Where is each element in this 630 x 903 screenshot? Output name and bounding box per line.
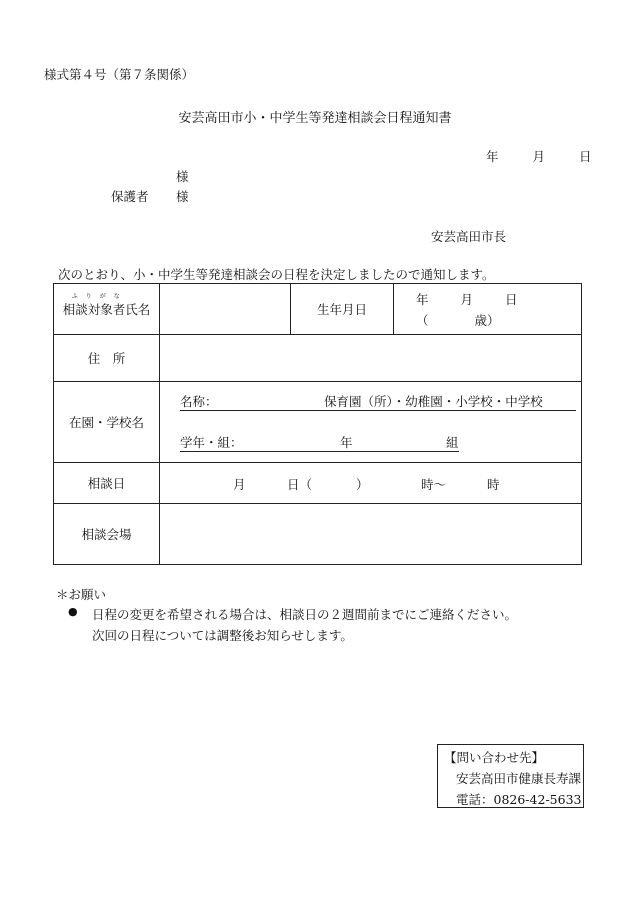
birth-month: 月	[460, 292, 474, 307]
note-line-1: 日程の変更を希望される場合は、相談日の２週間前までにご連絡ください。	[92, 607, 518, 622]
furigana-char: が	[99, 293, 106, 300]
consult-weekday-close: ）	[356, 477, 369, 492]
intro-text: 次のとおり、小・中学生等発達相談会の日程を決定しましたので通知します。	[58, 267, 495, 282]
addressee-honorific: 様	[176, 169, 189, 184]
furigana-char: な	[113, 293, 120, 300]
note-line-2: 次回の日程については調整後お知らせします。	[92, 628, 353, 643]
birth-field[interactable]	[394, 284, 582, 335]
table-row-name	[54, 284, 582, 335]
contact-box	[437, 744, 584, 808]
consult-month: 月	[233, 477, 246, 492]
name-label-cell	[54, 284, 160, 335]
consult-date-label: 相談日	[54, 463, 160, 504]
school-label: 在園・学校名	[54, 382, 160, 463]
issue-date-year: 年	[486, 149, 499, 164]
name-label-text: 相談対象者氏名	[62, 302, 151, 317]
grade-class: 組	[446, 435, 459, 450]
contact-department: 安芸高田市健康長寿課	[456, 771, 582, 786]
issue-date-month: 月	[532, 149, 545, 164]
grade-prefix: 学年・組：	[180, 435, 243, 450]
address-field[interactable]	[160, 335, 582, 382]
sender-name: 安芸高田市長	[431, 229, 507, 244]
venue-field[interactable]	[160, 504, 582, 565]
document-title: 安芸高田市小・中学生等発達相談会日程通知書	[178, 111, 452, 126]
notes-heading: ＊お願い	[56, 587, 107, 602]
guardian-honorific: 様	[176, 189, 189, 204]
bullet-icon: ●	[68, 605, 78, 618]
consult-date-field[interactable]	[160, 463, 582, 504]
school-types: 保育園（所）・幼稚園・小学校・中学校	[324, 394, 543, 409]
issue-date-day: 日	[578, 149, 592, 164]
table-row-venue	[54, 504, 582, 565]
contact-title: 【問い合わせ先】	[444, 750, 545, 765]
guardian-label: 保護者	[111, 189, 149, 204]
form-number: 様式第４号（第７条関係）	[44, 67, 195, 82]
birth-year: 年	[416, 292, 429, 307]
consult-time-from: 時～	[421, 477, 447, 492]
consult-day: 日（	[287, 477, 313, 492]
grade-line	[180, 433, 459, 452]
address-label: 住 所	[54, 335, 160, 382]
furigana-char: ふ	[71, 293, 78, 300]
contact-phone: 電話：0826-42-5633	[456, 792, 582, 807]
birth-day: 日	[505, 292, 518, 307]
birth-label: 生年月日	[291, 284, 394, 335]
school-name-prefix: 名称：	[180, 394, 218, 409]
grade-year: 年	[340, 435, 353, 450]
table-row-address	[54, 335, 582, 382]
furigana-char: り	[85, 293, 92, 300]
venue-label: 相談会場	[54, 504, 160, 565]
table-row-consult-date	[54, 463, 582, 504]
school-name-line	[180, 392, 576, 411]
school-field[interactable]	[160, 382, 582, 463]
age-open: （	[416, 313, 429, 328]
schedule-table	[53, 283, 582, 565]
name-label	[62, 293, 151, 318]
name-field[interactable]	[160, 284, 291, 335]
birth-date	[416, 290, 518, 308]
age	[416, 311, 500, 329]
table-row-school	[54, 382, 582, 463]
age-unit: 歳）	[474, 313, 500, 328]
issue-date	[486, 147, 591, 165]
consult-time-to: 時	[487, 477, 500, 492]
